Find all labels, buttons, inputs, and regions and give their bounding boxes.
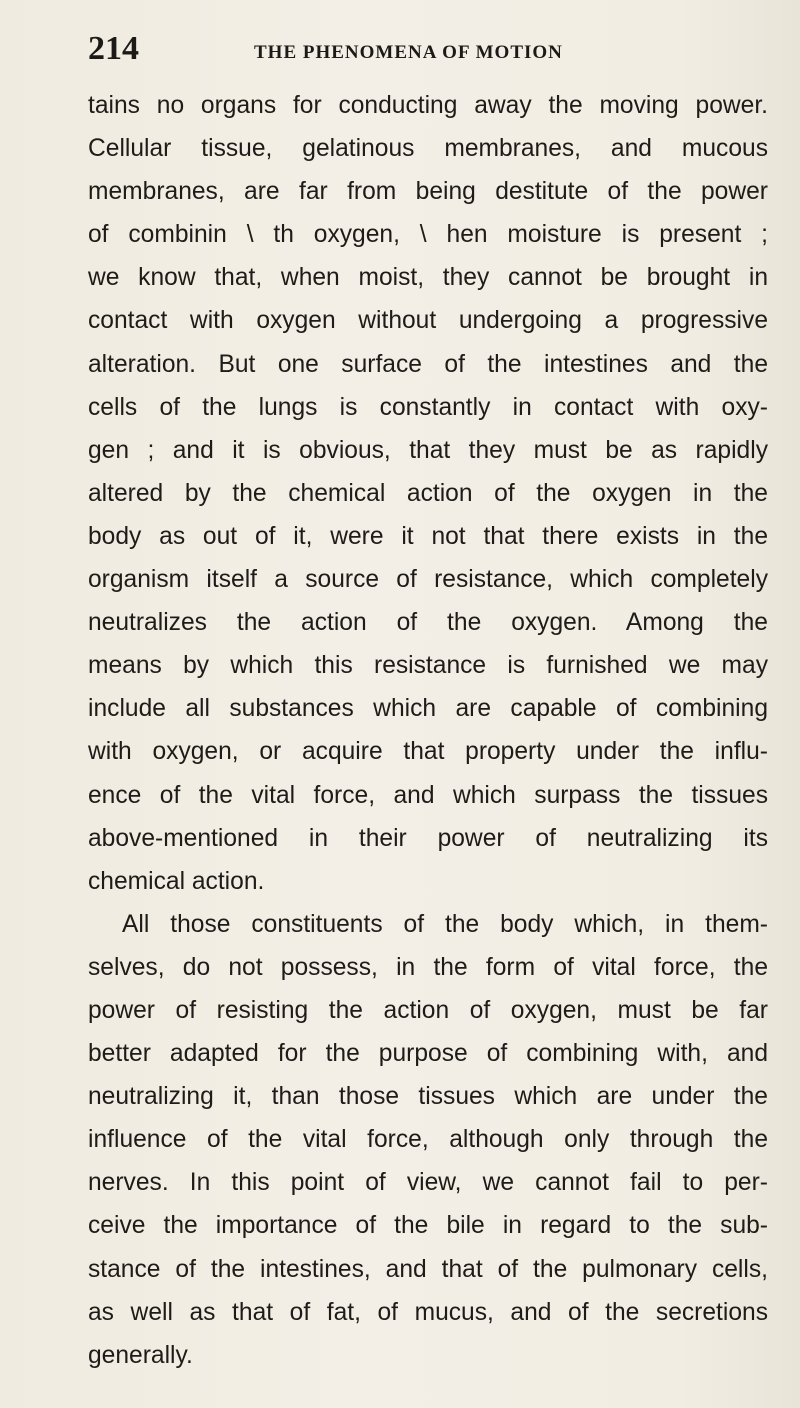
page-header — [88, 30, 788, 76]
text-line: of combinin \ th oxygen, \ hen moisture is present ; — [88, 221, 768, 249]
text-line: we know that, when moist, they cannot be brought in — [88, 264, 768, 292]
body-text — [88, 84, 768, 1377]
text-line: neutralizing it, than those tissues which are under the — [88, 1083, 768, 1111]
text-line: alteration. But one surface of the intestines and the — [88, 350, 768, 378]
text-line: chemical action. — [88, 867, 265, 895]
text-line: above-mentioned in their power of neutralizing its — [88, 824, 768, 852]
text-line: nerves. In this point of view, we cannot fail to per- — [88, 1169, 768, 1197]
text-line: tains no organs for conducting away the moving power. — [88, 92, 768, 119]
text-line: contact with oxygen without undergoing a progressive — [88, 307, 768, 335]
text-line: better adapted for the purpose of combining with, and — [88, 1040, 768, 1068]
text-line: as well as that of fat, of mucus, and of the secretions — [88, 1298, 768, 1326]
text-line: membranes, are far from being destitute of the power — [88, 178, 768, 206]
text-line: selves, do not possess, in the form of vital force, the — [88, 953, 768, 981]
text-line: Cellular tissue, gelatinous membranes, and mucous — [88, 135, 768, 163]
text-line: neutralizes the action of the oxygen. Among the — [88, 609, 768, 637]
text-line: body as out of it, were it not that there exists in the — [88, 522, 768, 550]
text-line: include all substances which are capable of combining — [88, 695, 768, 723]
text-line: altered by the chemical action of the oxygen in the — [88, 479, 768, 507]
text-line: power of resisting the action of oxygen, must be far — [88, 996, 768, 1024]
text-line: ceive the importance of the bile in regard to the sub- — [88, 1212, 768, 1240]
text-line: gen ; and it is obvious, that they must be as rapidly — [88, 436, 768, 464]
page-number: 214 — [88, 30, 139, 67]
text-line: stance of the intestines, and that of the pulmonary cells, — [88, 1255, 768, 1283]
text-line: cells of the lungs is constantly in contact with oxy- — [88, 393, 768, 421]
text-line: with oxygen, or acquire that property under the influ- — [88, 738, 768, 766]
text-line: influence of the vital force, although only through the — [88, 1126, 768, 1154]
text-line: generally. — [88, 1341, 193, 1369]
text-line: means by which this resistance is furnished we may — [88, 652, 768, 680]
text-line: ence of the vital force, and which surpass the tissues — [88, 781, 768, 809]
running-title: THE PHENOMENA OF MOTION — [254, 42, 563, 63]
text-line: All those constituents of the body which, in them- — [122, 910, 768, 938]
text-line: organism itself a source of resistance, which completely — [88, 566, 768, 594]
